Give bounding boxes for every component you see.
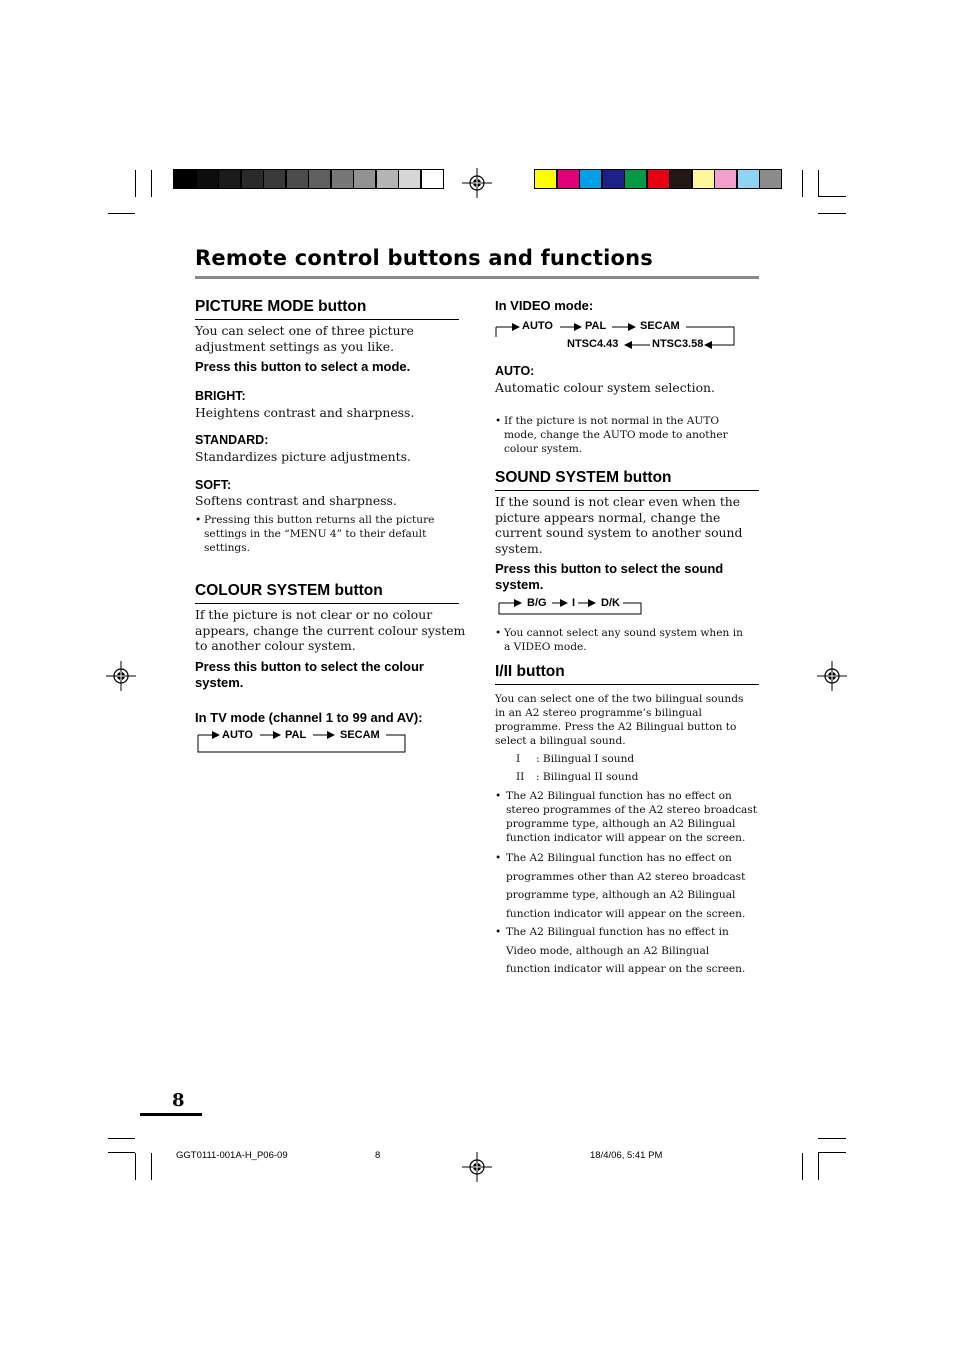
crop-mark bbox=[818, 1153, 819, 1180]
registration-mark-icon bbox=[817, 661, 847, 691]
sound-i-label: I bbox=[572, 597, 576, 609]
bilingual-note-2: • The A2 Bilingual function has no effect on programmes other than A2 stereo broadcast programme type, although an A2 Bilingual function indicator will appear on the screen. bbox=[495, 852, 746, 920]
color-swatch bbox=[308, 169, 331, 189]
crop-mark bbox=[818, 196, 846, 197]
heading-rule bbox=[495, 490, 759, 491]
crop-mark bbox=[151, 170, 152, 197]
tv-pal-label: PAL bbox=[285, 729, 307, 741]
video-ntsc358-label: NTSC3.58 bbox=[652, 338, 704, 350]
title-underline bbox=[195, 276, 759, 279]
color-swatch bbox=[557, 169, 580, 189]
crop-mark bbox=[108, 213, 135, 214]
color-swatch bbox=[286, 169, 309, 189]
bilingual-heading: I/II button bbox=[495, 663, 565, 680]
color-swatch bbox=[376, 169, 399, 189]
sound-system-cycle-diagram bbox=[494, 594, 644, 618]
video-auto-label: AUTO bbox=[522, 320, 553, 332]
color-swatch bbox=[714, 169, 737, 189]
video-secam-label: SECAM bbox=[640, 320, 680, 332]
auto-note: • If the picture is not normal in the AUTO mode, change the AUTO mode to another colour system. bbox=[495, 415, 728, 455]
color-swatch bbox=[353, 169, 376, 189]
sound-system-press: Press this button to select the sound system. bbox=[495, 561, 724, 592]
heading-rule bbox=[495, 684, 759, 685]
bright-text: Heightens contrast and sharpness. bbox=[195, 405, 415, 420]
bilingual-note-3: • The A2 Bilingual function has no effect in Video mode, although an A2 Bilingual function indicator will appear on the screen. bbox=[495, 926, 746, 976]
crop-mark bbox=[108, 1152, 135, 1153]
tv-auto-label: AUTO bbox=[222, 729, 253, 741]
color-swatch bbox=[737, 169, 760, 189]
bilingual-option-2-key: II bbox=[516, 771, 525, 783]
sound-dk-label: D/K bbox=[601, 597, 620, 609]
color-swatch bbox=[624, 169, 647, 189]
color-swatch bbox=[602, 169, 625, 189]
crop-mark bbox=[108, 1138, 135, 1139]
sound-system-note: • You cannot select any sound system when in a VIDEO mode. bbox=[495, 627, 743, 653]
page-number: 8 bbox=[172, 1090, 185, 1111]
tv-secam-label: SECAM bbox=[340, 729, 380, 741]
page-number-rule bbox=[140, 1113, 202, 1116]
crop-mark bbox=[802, 1153, 803, 1180]
colour-system-intro: If the picture is not clear or no colour appears, change the current colour system to another colour system. bbox=[195, 607, 466, 653]
crop-mark bbox=[818, 1138, 846, 1139]
colour-system-press: Press this button to select the colour system. bbox=[195, 659, 424, 690]
registration-mark-icon bbox=[106, 661, 136, 691]
colour-system-heading: COLOUR SYSTEM button bbox=[195, 582, 383, 599]
sound-bg-label: B/G bbox=[527, 597, 547, 609]
auto-text: Automatic colour system selection. bbox=[495, 380, 715, 395]
video-ntsc443-label: NTSC4.43 bbox=[567, 338, 619, 350]
picture-mode-press: Press this button to select a mode. bbox=[195, 359, 411, 374]
crop-mark bbox=[151, 1153, 152, 1180]
crop-mark bbox=[802, 170, 803, 197]
crop-mark bbox=[818, 213, 846, 214]
video-mode-label: In VIDEO mode: bbox=[495, 298, 594, 313]
color-swatch bbox=[647, 169, 670, 189]
footer-filename: GGT0111-001A-H_P06-09 bbox=[176, 1150, 288, 1161]
picture-mode-note: • Pressing this button returns all the picture settings in the “MENU 4” to their default settings. bbox=[195, 514, 435, 554]
color-swatch bbox=[331, 169, 354, 189]
video-pal-label: PAL bbox=[585, 320, 607, 332]
picture-mode-heading: PICTURE MODE button bbox=[195, 298, 367, 315]
color-swatch bbox=[218, 169, 241, 189]
color-swatch bbox=[263, 169, 286, 189]
soft-text: Softens contrast and sharpness. bbox=[195, 493, 397, 508]
color-swatch bbox=[669, 169, 692, 189]
bright-label: BRIGHT: bbox=[195, 389, 246, 403]
page-title: Remote control buttons and functions bbox=[195, 246, 653, 270]
heading-rule bbox=[195, 603, 459, 604]
sound-system-intro: If the sound is not clear even when the picture appears normal, change the current sound system to another sound system. bbox=[495, 494, 743, 556]
crop-mark bbox=[818, 1152, 846, 1153]
bilingual-option-1-text: : Bilingual I sound bbox=[536, 753, 635, 765]
color-swatch bbox=[398, 169, 421, 189]
crop-mark bbox=[818, 170, 819, 197]
color-swatch bbox=[534, 169, 557, 189]
crop-mark bbox=[135, 1153, 136, 1180]
bilingual-note-1: • The A2 Bilingual function has no effect on stereo programmes of the A2 stereo broadcast programme type, although an A2 Bilingual function indicator will appear on the screen. bbox=[495, 790, 758, 844]
color-swatch bbox=[759, 169, 782, 189]
standard-text: Standardizes picture adjustments. bbox=[195, 449, 411, 464]
bilingual-option-1-key: I bbox=[516, 753, 521, 765]
footer-page: 8 bbox=[375, 1150, 381, 1161]
tv-mode-label: In TV mode (channel 1 to 99 and AV): bbox=[195, 710, 423, 725]
color-swatch bbox=[173, 169, 196, 189]
soft-label: SOFT: bbox=[195, 478, 232, 492]
color-swatch bbox=[196, 169, 219, 189]
bilingual-option-2-text: : Bilingual II sound bbox=[536, 771, 639, 783]
registration-mark-icon bbox=[462, 1152, 492, 1182]
picture-mode-intro: You can select one of three picture adjustment settings as you like. bbox=[195, 323, 414, 354]
color-swatch bbox=[579, 169, 602, 189]
footer-date: 18/4/06, 5:41 PM bbox=[590, 1150, 663, 1161]
crop-mark bbox=[135, 170, 136, 197]
color-swatch bbox=[421, 169, 444, 189]
color-swatch bbox=[241, 169, 264, 189]
sound-system-heading: SOUND SYSTEM button bbox=[495, 469, 672, 486]
bilingual-intro: You can select one of the two bilingual sounds in an A2 stereo programme’s bilingual programme. Press the A2 Bilingual button to select a bilingual sound. bbox=[495, 693, 744, 747]
registration-mark-icon bbox=[462, 168, 492, 198]
color-swatch bbox=[692, 169, 715, 189]
auto-label: AUTO: bbox=[495, 364, 535, 378]
standard-label: STANDARD: bbox=[195, 433, 269, 447]
heading-rule bbox=[195, 319, 459, 320]
